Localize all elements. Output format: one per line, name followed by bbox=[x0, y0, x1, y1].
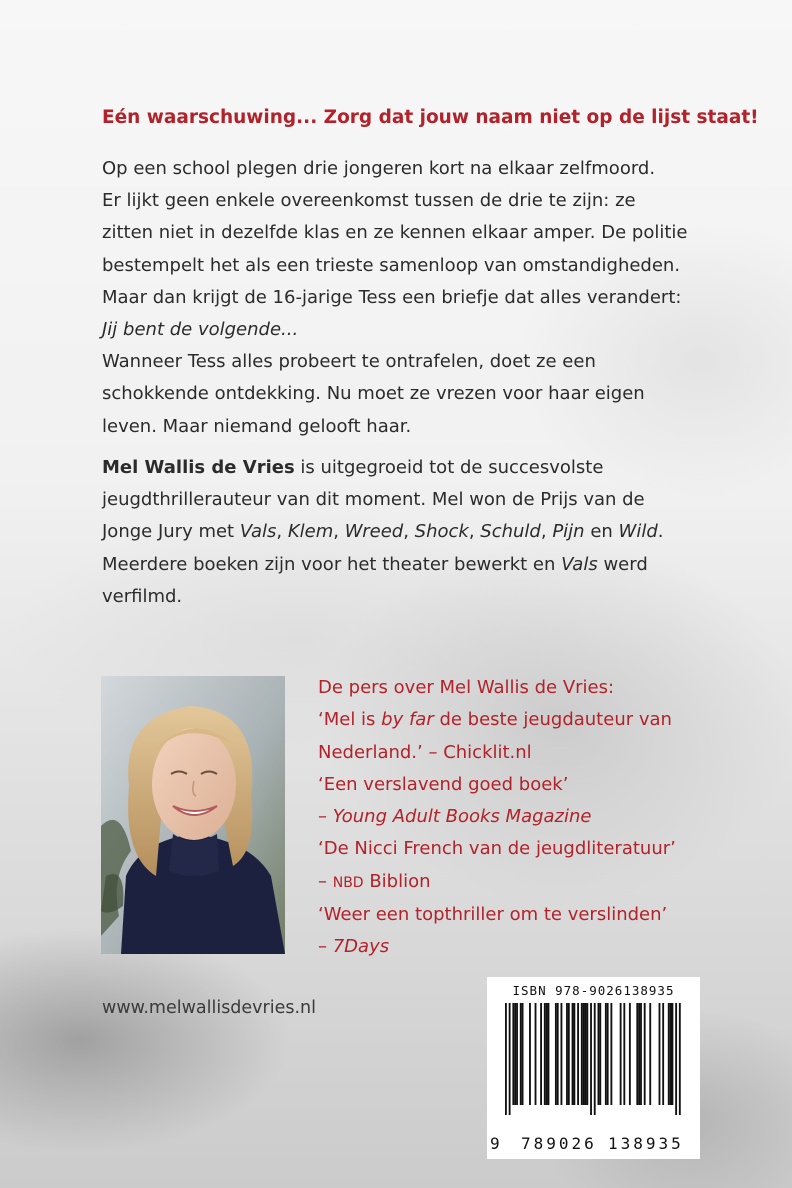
barcode-bar bbox=[594, 1003, 596, 1115]
author-website: www.melwallisdevries.nl bbox=[102, 998, 316, 1018]
barcode-bar bbox=[649, 1003, 651, 1105]
book-title: Klem bbox=[287, 521, 334, 543]
author-name: Mel Wallis de Vries bbox=[102, 457, 295, 478]
barcode-bar bbox=[546, 1003, 548, 1105]
barcode-bar bbox=[520, 1003, 522, 1105]
synopsis-line: schokkende ontdekking. Nu moet ze vrezen voor haar eigen bbox=[102, 383, 645, 405]
quote-source-text: Biblion bbox=[363, 870, 431, 892]
book-title: Wreed bbox=[344, 521, 404, 543]
press-quote-source bbox=[318, 866, 718, 899]
quote-source-text: 7Days bbox=[332, 936, 390, 958]
book-title: Wild bbox=[618, 521, 658, 543]
barcode-bar bbox=[516, 1003, 518, 1105]
quote-emphasis: by far bbox=[381, 709, 434, 731]
barcode-bar bbox=[512, 1003, 514, 1105]
press-quote-line: ‘Een verslavend goed boek’ bbox=[318, 773, 569, 795]
barcode-bars bbox=[497, 1003, 690, 1121]
ean-right-group: 138935 bbox=[608, 1134, 684, 1153]
tagline: Eén waarschuwing... Zorg dat jouw naam niet op de lijst staat! bbox=[102, 107, 759, 128]
barcode-bar bbox=[586, 1003, 588, 1105]
ean-first-digit: 9 bbox=[490, 1134, 500, 1153]
press-quote-source bbox=[318, 931, 718, 963]
press-quote-line: ‘Weer een topthriller om te verslinden’ bbox=[318, 904, 668, 926]
bio-line bbox=[102, 516, 722, 548]
synopsis-line: zitten niet in dezelfde klas en ze kennen elkaar amper. De politie bbox=[102, 222, 688, 244]
bio-separator: , bbox=[468, 521, 481, 543]
bio-separator: , bbox=[276, 521, 288, 543]
book-title: Schuld bbox=[480, 521, 541, 543]
book-title: Shock bbox=[414, 521, 469, 543]
bio-text: . bbox=[657, 521, 664, 543]
barcode-bar bbox=[581, 1003, 583, 1105]
press-quotes bbox=[318, 672, 718, 964]
bio-line bbox=[102, 549, 722, 581]
bio-line: verfilmd. bbox=[102, 585, 183, 607]
bio-text: en bbox=[584, 521, 619, 543]
barcode-bar bbox=[590, 1003, 592, 1115]
barcode-bar bbox=[675, 1003, 677, 1115]
isbn-label: ISBN 978-9026138935 bbox=[512, 983, 675, 998]
barcode-bar bbox=[509, 1003, 511, 1115]
barcode-bar bbox=[557, 1003, 559, 1105]
barcode-bar bbox=[568, 1003, 570, 1105]
barcode-bar bbox=[505, 1003, 507, 1115]
bio-line: jeugdthrillerauteur van dit moment. Mel won de Prijs van de bbox=[102, 489, 645, 511]
barcode-bar bbox=[670, 1003, 672, 1105]
book-title: Vals bbox=[239, 521, 277, 543]
bio-text: Jonge Jury met bbox=[102, 521, 240, 543]
barcode-bar bbox=[620, 1003, 622, 1105]
synopsis bbox=[102, 153, 722, 443]
barcode-bar bbox=[668, 1003, 670, 1105]
barcode-bar bbox=[672, 1003, 674, 1105]
synopsis-italic-text: Jij bent de volgende... bbox=[102, 319, 299, 341]
barcode-bar bbox=[598, 1003, 600, 1105]
barcode-bar bbox=[514, 1003, 516, 1105]
barcode-bar bbox=[572, 1003, 574, 1105]
barcode-bar bbox=[522, 1003, 524, 1105]
bio-line bbox=[102, 452, 722, 484]
quote-source-dash: – bbox=[318, 870, 333, 892]
press-quote-line bbox=[318, 704, 718, 736]
synopsis-line: Er lijkt geen enkele overeenkomst tussen de drie te zijn: ze bbox=[102, 190, 636, 212]
barcode-bar bbox=[644, 1003, 646, 1105]
barcode-bar bbox=[662, 1003, 664, 1105]
synopsis-line: Op een school plegen drie jongeren kort na elkaar zelfmoord. bbox=[102, 158, 656, 179]
barcode-bar bbox=[535, 1003, 537, 1105]
press-quote-line: ‘De Nicci French van de jeugdliteratuur’ bbox=[318, 838, 676, 860]
barcode-bar bbox=[638, 1003, 640, 1105]
synopsis-italic-line bbox=[102, 314, 722, 346]
quote-text: ‘Mel is bbox=[318, 709, 382, 731]
bio-text: Meerdere boeken zijn voor het theater bewerkt en bbox=[102, 553, 562, 575]
barcode-bar bbox=[561, 1003, 563, 1105]
barcode-bar bbox=[544, 1003, 546, 1105]
press-quote-source bbox=[318, 801, 718, 833]
synopsis-line: bestempelt het als een trieste samenloop van omstandigheden. bbox=[102, 254, 681, 276]
barcode-bar bbox=[679, 1003, 681, 1115]
barcode-bar bbox=[585, 1003, 587, 1105]
bio-separator: , bbox=[333, 521, 345, 543]
quote-text: de beste jeugdauteur van bbox=[433, 709, 672, 731]
press-quote-line: Nederland.’ – Chicklit.nl bbox=[318, 741, 532, 763]
quote-source-text: – Young Adult Books Magazine bbox=[318, 806, 592, 828]
press-heading: De pers over Mel Wallis de Vries: bbox=[318, 677, 615, 698]
quote-source-dash: – bbox=[318, 936, 333, 958]
quote-source-smallcaps: NBD bbox=[332, 874, 364, 891]
barcode-bar bbox=[573, 1003, 575, 1105]
synopsis-line: leven. Maar niemand gelooft haar. bbox=[102, 415, 412, 437]
barcode-bar bbox=[599, 1003, 601, 1105]
barcode-bar bbox=[577, 1003, 579, 1105]
barcode-bar bbox=[566, 1003, 568, 1105]
barcode-bar bbox=[548, 1003, 550, 1105]
author-photo-illustration bbox=[101, 676, 285, 954]
barcode-bar bbox=[610, 1003, 612, 1105]
synopsis-line: Maar dan krijgt de 16-jarige Tess een briefje dat alles verandert: bbox=[102, 286, 682, 308]
bio-text: werd bbox=[597, 553, 648, 575]
author-photo bbox=[101, 676, 285, 954]
barcode-bar bbox=[583, 1003, 585, 1105]
barcode-bar bbox=[640, 1003, 642, 1105]
bio-separator: , bbox=[403, 521, 415, 543]
ean-left-group: 789026 bbox=[521, 1134, 597, 1153]
book-title: Pijn bbox=[552, 521, 585, 543]
barcode-bar bbox=[636, 1003, 638, 1105]
barcode-bar bbox=[529, 1003, 531, 1105]
barcode-bar bbox=[659, 1003, 661, 1105]
author-bio bbox=[102, 452, 722, 613]
barcode-bar bbox=[605, 1003, 607, 1105]
barcode-bar bbox=[607, 1003, 609, 1105]
bio-text: is uitgegroeid tot de succesvolste bbox=[294, 457, 604, 478]
barcode-bar bbox=[540, 1003, 542, 1105]
isbn-barcode bbox=[487, 977, 700, 1159]
barcode-bar bbox=[623, 1003, 625, 1105]
barcode-bar bbox=[555, 1003, 557, 1105]
bio-separator: , bbox=[540, 521, 553, 543]
synopsis-line: Wanneer Tess alles probeert te ontrafelen, doet ze een bbox=[102, 351, 596, 373]
barcode-bar bbox=[629, 1003, 631, 1105]
book-title: Vals bbox=[561, 553, 598, 575]
